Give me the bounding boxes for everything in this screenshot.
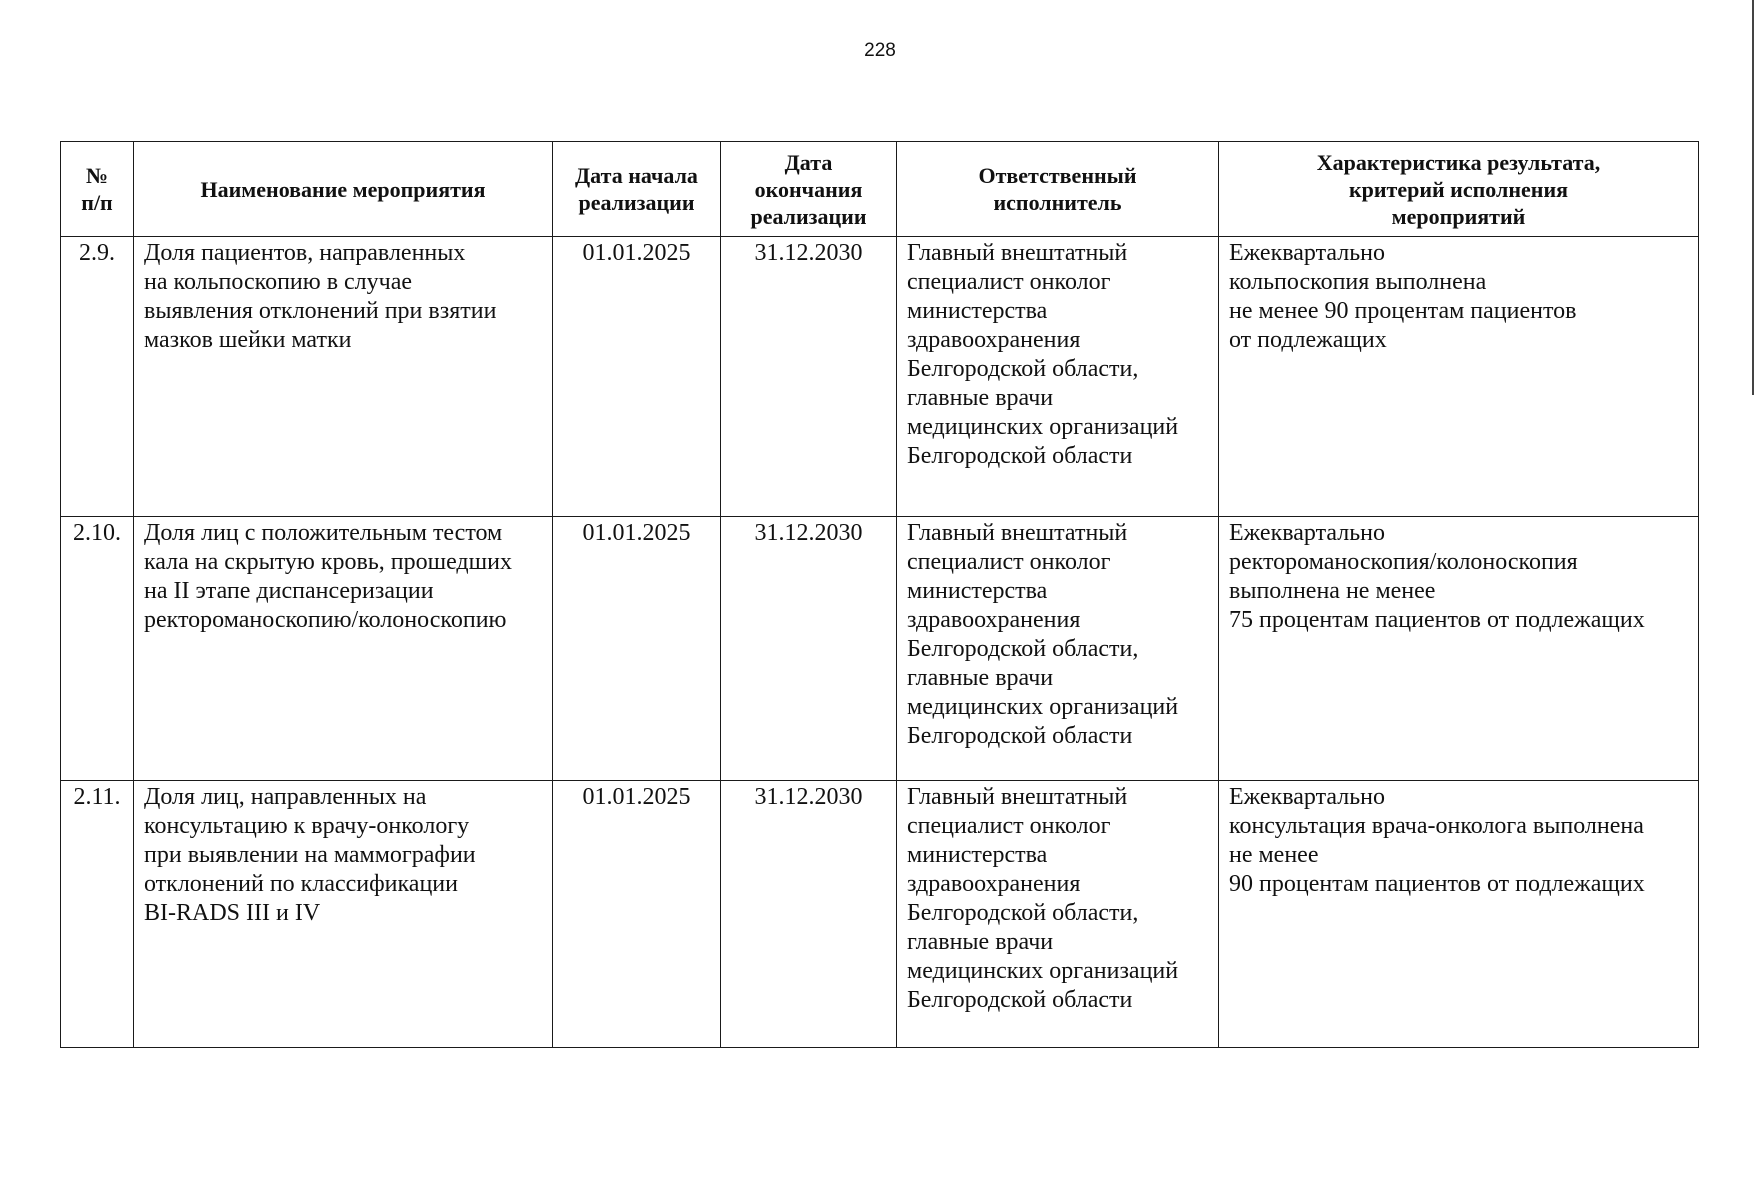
header-start-date: Дата начала реализации xyxy=(553,142,721,237)
result-criterion: Ежеквартально ректороманоскопия/колоноскопия выполнена не менее 75 процентам пациентов от подлежащих xyxy=(1219,517,1699,781)
start-date: 01.01.2025 xyxy=(553,237,721,517)
row-number: 2.10. xyxy=(61,517,134,781)
table-row xyxy=(61,517,1699,781)
start-date: 01.01.2025 xyxy=(553,781,721,1048)
header-responsible: Ответственный исполнитель xyxy=(897,142,1219,237)
responsible-executor: Главный внештатный специалист онколог министерства здравоохранения Белгородской области, главные врачи медицинских организаций Белгородской области xyxy=(897,237,1219,517)
activities-table xyxy=(60,141,1699,1048)
end-date: 31.12.2030 xyxy=(721,237,897,517)
activity-name: Доля лиц, направленных на консультацию к врачу-онкологу при выявлении на маммографии отклонений по классификации BI-RADS III и IV xyxy=(134,781,553,1048)
header-activity-name: Наименование мероприятия xyxy=(134,142,553,237)
responsible-executor: Главный внештатный специалист онколог министерства здравоохранения Белгородской области, главные врачи медицинских организаций Белгородской области xyxy=(897,517,1219,781)
activity-name: Доля лиц с положительным тестом кала на скрытую кровь, прошедших на II этапе диспансеризации ректороманоскопию/колоноскопию xyxy=(134,517,553,781)
start-date: 01.01.2025 xyxy=(553,517,721,781)
activity-name: Доля пациентов, направленных на кольпоскопию в случае выявления отклонений при взятии мазков шейки матки xyxy=(134,237,553,517)
table-row xyxy=(61,781,1699,1048)
end-date: 31.12.2030 xyxy=(721,781,897,1048)
header-result: Характеристика результата, критерий исполнения мероприятий xyxy=(1219,142,1699,237)
end-date: 31.12.2030 xyxy=(721,517,897,781)
result-criterion: Ежеквартально консультация врача-онколога выполнена не менее 90 процентам пациентов от подлежащих xyxy=(1219,781,1699,1048)
responsible-executor: Главный внештатный специалист онколог министерства здравоохранения Белгородской области, главные врачи медицинских организаций Белгородской области xyxy=(897,781,1219,1048)
scan-edge-line xyxy=(1752,0,1754,395)
header-number: № п/п xyxy=(61,142,134,237)
header-end-date: Дата окончания реализации xyxy=(721,142,897,237)
page-number: 228 xyxy=(864,40,896,61)
table-row xyxy=(61,237,1699,517)
row-number: 2.9. xyxy=(61,237,134,517)
result-criterion: Ежеквартально кольпоскопия выполнена не менее 90 процентам пациентов от подлежащих xyxy=(1219,237,1699,517)
table-header-row xyxy=(61,142,1699,237)
row-number: 2.11. xyxy=(61,781,134,1048)
